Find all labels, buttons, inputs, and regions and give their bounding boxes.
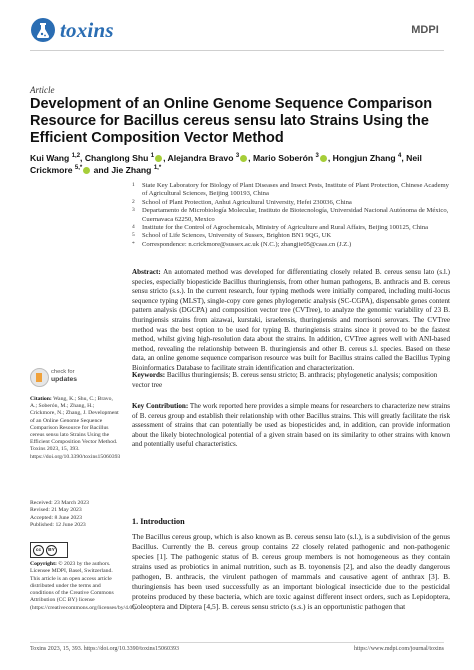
author-affiliation-mark: 3	[235, 153, 240, 160]
copyright	[30, 561, 138, 612]
affiliation-text: School of Plant Protection, Anhui Agricultural University, Hefei 230036, China	[142, 198, 352, 206]
author-affiliation-mark: 5,*	[74, 165, 83, 172]
check-updates-line1: check for	[51, 369, 75, 375]
date-accepted: Accepted: 8 June 2023	[30, 514, 82, 521]
author-affiliation-mark: 1	[150, 153, 155, 160]
publication-dates	[30, 500, 120, 530]
affiliations	[132, 182, 450, 249]
author-name[interactable]: Kui Wang $^{1,2}$	[30, 153, 81, 163]
affiliation-text: State Key Laboratory for Biology of Plant Diseases and Insect Pests, Institute of Plant Protection, Chinese Academy of Agricultural Sciences, Beijing 100193, China	[142, 182, 449, 198]
affiliation-number: 3	[132, 207, 135, 214]
abstract	[132, 268, 450, 374]
affiliation-item	[132, 199, 450, 207]
affiliation-text: Correspondence: n.crickmore@sussex.ac.uk (N.C.); zhangjie05@caas.cn (J.Z.)	[142, 240, 352, 248]
header-divider	[30, 50, 444, 51]
orcid-icon[interactable]	[240, 155, 247, 162]
author-affiliation-mark: 1,*	[153, 165, 162, 172]
article-type: Article	[30, 85, 55, 95]
affiliation-text: Departamento de Microbiología Molecular, Instituto de Biotecnología, Universidad Nacional Autónoma de México, Cuernavaca 62250, Mexico	[142, 207, 449, 223]
keywords	[132, 371, 450, 390]
check-for-updates-button[interactable]	[30, 368, 92, 388]
orcid-icon[interactable]	[155, 155, 162, 162]
affiliation-number: *	[132, 240, 135, 247]
citation-label: Citation:	[30, 396, 52, 402]
affiliation-item	[132, 182, 450, 199]
journal-name: toxins	[60, 18, 114, 42]
date-revised: Revised: 21 May 2023	[30, 507, 82, 514]
author-affiliation-mark: 3	[315, 153, 319, 160]
affiliation-item	[132, 241, 450, 249]
affiliation-number: 4	[132, 224, 135, 231]
keywords-label: Keywords:	[132, 371, 166, 379]
author-name[interactable]: Changlong Shu $^1$	[84, 153, 155, 163]
copyright-label: Copyright:	[30, 561, 57, 567]
check-updates-icon	[30, 368, 49, 387]
author-name[interactable]: Neil Crickmore $^{5,*}$	[30, 153, 422, 175]
orcid-icon[interactable]	[320, 155, 327, 162]
affiliation-item	[132, 224, 450, 232]
affiliation-item	[132, 232, 450, 240]
article-title: Development of an Online Genome Sequence Comparison Resource for Bacillus cereus sensu lato Strains Using the Efficient Composition Vector Method	[30, 96, 433, 146]
date-received: Received: 23 March 2023	[30, 500, 89, 506]
affiliation-number: 5	[132, 232, 135, 239]
author-name[interactable]: Jie Zhang $^{1,*}$	[111, 165, 162, 175]
cc-by-license-link[interactable]	[30, 542, 68, 558]
toxins-flask-icon	[30, 17, 56, 43]
author-list	[30, 152, 450, 176]
footer-citation: Toxins 2023, 15, 393. https://doi.org/10.3390/toxins15060393	[30, 646, 179, 652]
author-separator: ,	[80, 153, 85, 163]
abstract-text: An automated method was developed for differentiating closely related B. cereus sensu lato (s.l.) species, especially biopesticide Bacillus thuringiensis, from other human pathogens, B. anthracis and B. cereus sensu stricto (s.s.). In the current research, four typing methods were initially compared, including multi-locus sequence typing (MLST), single-copy core genes phylogenetic analysis (SC-CGPA), dispensable genes content pattern analysis (DGCPA) and composition vector tree (CVTree), to analyze the genomic variability of 23 B. thuringiensis strains from aizawai, kurstaki, israelensis, thuringiensis and morrisoni serovars. The CVTree method was the best option to be used for typing B. thuringiensis strains since it proved to be the fastest method, whilst giving high-resolution data about the strains. In addition, CVTree agrees well with ANI-based method, revealing the relationship between B. thuringiensis and other B. cereus s.l. species. Based on these data, an online genome sequence comparison resource was built for Bacillus strains called the Bacillus Typing Bioinformatics Database to facilitate strain identification and characterization.	[132, 268, 450, 372]
copyright-text: © 2023 by the authors. Licensee MDPI, Basel, Switzerland. This article is an open access article distributed under the terms and conditions of the Creative Commons Attribution (CC BY) license (https://creativecommons.org/licenses/by/4.0/).	[30, 561, 138, 611]
author-separator: ,	[163, 153, 168, 163]
svg-text:MDPI: MDPI	[411, 24, 439, 36]
author-separator: ,	[327, 153, 333, 163]
footer-divider	[30, 642, 444, 643]
author-name[interactable]: Hongjun Zhang $^4$	[332, 153, 402, 163]
author-name[interactable]: Alejandra Bravo $^3$	[167, 153, 240, 163]
author-affiliation-mark: 4	[398, 153, 402, 160]
cc-icon: cc	[33, 545, 44, 556]
keywords-text: Bacillus thuringiensis; B. cereus sensu stricto; B. anthracis; phylogenetic analysis; composition vector tree	[132, 371, 438, 389]
key-contribution-label: Key Contribution:	[132, 402, 189, 410]
check-updates-line2: updates	[51, 376, 78, 383]
author-name[interactable]: Mario Soberón $^3$	[252, 153, 319, 163]
citation	[30, 396, 120, 461]
orcid-icon[interactable]	[83, 167, 90, 174]
key-contribution	[132, 402, 450, 450]
affiliation-number: 2	[132, 198, 135, 205]
author-separator: ,	[401, 153, 407, 163]
journal-url-link[interactable]: https://www.mdpi.com/journal/toxins	[354, 646, 444, 652]
affiliation-item	[132, 207, 450, 224]
affiliation-text: Institute for the Control of Agrochemicals, Ministry of Agriculture and Rural Affairs, Beijing 100125, China	[142, 224, 429, 232]
key-contribution-text: The work reported here provides a simple means for researchers to characterize new strains of B. cereus group and establish their relationship with other Bacillus strains. This will greatly facilitate the risk assessment of strains that can potentially be used as biopesticides and, in addition, can provide information about the likely biotechnological potential of a given strain based on its similarity to other strains with known and potentially useful characteristics.	[132, 402, 450, 449]
section-heading: 1. Introduction	[132, 517, 185, 526]
author-separator: and	[91, 165, 112, 175]
mdpi-logo	[405, 21, 445, 37]
affiliation-number: 1	[132, 182, 135, 188]
author-separator: ,	[248, 153, 253, 163]
abstract-label: Abstract:	[132, 268, 161, 276]
introduction-text: The Bacillus cereus group, which is also known as B. cereus sensu lato (s.l.), is a subdivision of the genus Bacillus. Currently the B. cereus group contains 22 closely related pathogenic and non-pathogenic species [1]. The pathogenic status of B. cereus group members is not homogeneous as they contain strains used as probiotics in animal nutrition, such as B. toyonensis [2], and also the deadly dangerous pathogen, B. anthracis, the virulent pathogen of mammals and causative agent of anthrax [3]. B. thuringiensis has been used successfully as an important biological insecticide due to the pesticidal proteins produced by these bacteria, which are toxic against different insect orders, such as Lepidoptera, Coleoptera and Diptera [4,5]. B. cereus sensu stricto (s.s.) is an opportunistic pathogen that	[132, 532, 450, 611]
by-icon: BY	[46, 545, 57, 556]
author-affiliation-mark: 1,2	[71, 153, 81, 160]
date-published: Published: 12 June 2023	[30, 522, 86, 529]
citation-text: Wang, K.; Shu, C.; Bravo, A.; Soberón, M.; Zhang, H.; Crickmore, N.; Zhang, J. Development of an Online Genome Sequence Comparison Resource for Bacillus cereus sensu lato Strains Using the Efficient Composition Vector Method. Toxins 2023, 15, 393. https://doi.org/10.3390/toxins15060393	[30, 396, 121, 460]
affiliation-text: School of Life Sciences, University of Sussex, Brighton BN1 9QG, UK	[142, 232, 332, 240]
